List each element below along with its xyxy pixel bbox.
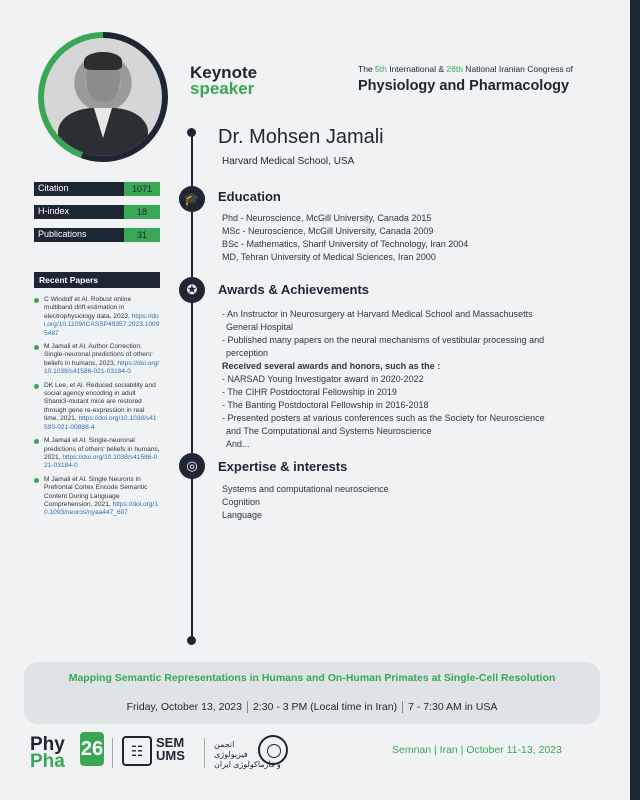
bullet-icon — [34, 345, 39, 350]
bullet-icon — [34, 439, 39, 444]
semums-logo: SEM UMS — [156, 735, 185, 763]
expertise-item: Language — [222, 510, 263, 520]
paper-item — [34, 476, 160, 518]
paper-citation: M Jamali et Al. Single-neuronal predictions of others' beliefs in humans, 2021, — [44, 437, 160, 461]
speaker-label: speaker — [190, 79, 255, 98]
awards-line: perception — [226, 348, 269, 358]
bullet-icon — [34, 298, 39, 303]
paper-item — [34, 382, 160, 432]
congress-number-logo: 26 — [80, 732, 104, 766]
paper-link[interactable]: https://doi.org/10.1038/s41593-021-00888-4 — [44, 415, 157, 431]
awards-item: - The CIHR Postdoctoral Fellowship in 2019 — [222, 387, 397, 397]
talk-time-iran: 2:30 - 3 PM (Local time in Iran) — [252, 701, 398, 713]
award-icon: ✪ — [179, 277, 205, 303]
recent-papers-heading: Recent Papers — [34, 272, 160, 288]
paper-link[interactable]: https://doi.org/10.1038/s41586-021-03184-0 — [44, 453, 158, 470]
right-edge-bar — [630, 0, 640, 800]
timeline-dot-bottom — [187, 636, 196, 645]
congress-title: Physiology and Pharmacology — [358, 78, 570, 94]
talk-date: Friday, October 13, 2023 — [126, 701, 242, 713]
graduation-cap-icon: 🎓 — [179, 186, 205, 212]
paper-link[interactable]: https://doi.org/10.1093/neuros/nyaa447_607 — [44, 500, 159, 517]
paper-item — [34, 296, 160, 338]
paper-citation: C Windolf et Al. Robust online multiband drift estimation in electrophysiology data, 2023, — [44, 296, 132, 320]
timeline-dot-top — [187, 128, 196, 137]
speaker-photo — [44, 38, 162, 156]
stat-label: H-index — [38, 206, 70, 216]
education-item: Phd - Neuroscience, McGill University, Canada 2015 — [222, 213, 432, 223]
stat-value: 31 — [124, 228, 160, 242]
awards-line: - Published many papers on the neural mechanisms of vestibular processing and — [222, 335, 545, 345]
phypha-logo: Phy Pha — [30, 734, 65, 772]
stat-value: 18 — [124, 205, 160, 219]
awards-line: General Hospital — [226, 322, 294, 332]
paper-item — [34, 343, 160, 377]
paper-citation: DK Lee, et Al. Reduced sociability and social agency encoding in adult Shank3-mutant mice are restored through gene re-expression in real time, 2021, — [44, 381, 156, 423]
expertise-list — [222, 483, 389, 522]
stat-citation — [34, 182, 160, 196]
bullet-icon — [34, 478, 39, 483]
education-item: MD, Tehran University of Medical Sciences, Iran 2000 — [222, 252, 436, 262]
semums-emblem-icon: ☷ — [122, 736, 152, 766]
awards-list — [222, 308, 545, 451]
education-item: MSc - Neuroscience, McGill University, Canada 2009 — [222, 226, 434, 236]
keynote-label: Keynote — [190, 63, 258, 82]
education-item: BSc - Mathematics, Sharif University of Technology, Iran 2004 — [222, 239, 469, 249]
awards-item: and The Computational and Systems Neuroscience — [226, 426, 432, 436]
footer-divider — [112, 738, 113, 768]
education-list — [222, 212, 468, 264]
speaker-affiliation: Harvard Medical School, USA — [222, 156, 355, 167]
awards-item: - NARSAD Young Investigator award in 2020-2022 — [222, 374, 424, 384]
awards-item: - Presented posters at various conferences such as the Society for Neuroscience — [222, 413, 545, 423]
stat-label: Citation — [38, 183, 69, 193]
paper-link[interactable]: https://doi.org/10.1038/s41586-021-03184-0 — [44, 359, 160, 376]
event-location-date: Semnan | Iran | October 11-13, 2023 — [392, 744, 562, 756]
stat-publications — [34, 228, 160, 242]
society-logo-text: انجمن فیزیولوژی و فارماکولوژی ایران — [214, 740, 281, 769]
footer-divider — [204, 738, 205, 768]
paper-item — [34, 437, 160, 471]
stat-label: Publications — [38, 229, 87, 239]
awards-title: Awards & Achievements — [218, 282, 370, 297]
awards-bold-line: Received several awards and honors, such as the : — [222, 361, 441, 371]
congress-subtitle: The 5th International & 26th National Iranian Congress of — [358, 64, 574, 74]
stat-value: 1071 — [124, 182, 160, 196]
expertise-item: Systems and computational neuroscience — [222, 484, 389, 494]
talk-schedule — [24, 701, 600, 713]
awards-item: And... — [226, 439, 250, 449]
education-title: Education — [218, 189, 281, 204]
recent-papers-list — [34, 296, 160, 523]
society-seal-icon — [258, 735, 288, 765]
bullet-icon — [34, 384, 39, 389]
expertise-item: Cognition — [222, 497, 261, 507]
awards-line: - An Instructor in Neurosurgery at Harvard Medical School and Massachusetts — [222, 309, 533, 319]
speaker-name: Dr. Mohsen Jamali — [218, 126, 384, 148]
awards-item: - The Banting Postdoctoral Fellowship in 2016-2018 — [222, 400, 429, 410]
expertise-title: Expertise & interests — [218, 459, 348, 474]
talk-title: Mapping Semantic Representations in Humans and On-Human Primates at Single-Cell Resolution — [68, 672, 556, 684]
talk-time-usa: 7 - 7:30 AM in USA — [408, 701, 498, 713]
stat-h-index — [34, 205, 160, 219]
target-icon: ◎ — [179, 453, 205, 479]
paper-link[interactable]: https://doi.org/10.1109/ICASSP49357.2023.10095487 — [44, 312, 160, 337]
paper-citation: M Jamali et Al. Author Correction: Single-neuronal predictions of others' beliefs in humans, 2023, — [44, 343, 153, 367]
paper-citation: M Jamali et Al. Single Neurons in Prefrontal Cortex Encode Semantic Content During Language Comprehension, 2021, — [44, 475, 148, 508]
